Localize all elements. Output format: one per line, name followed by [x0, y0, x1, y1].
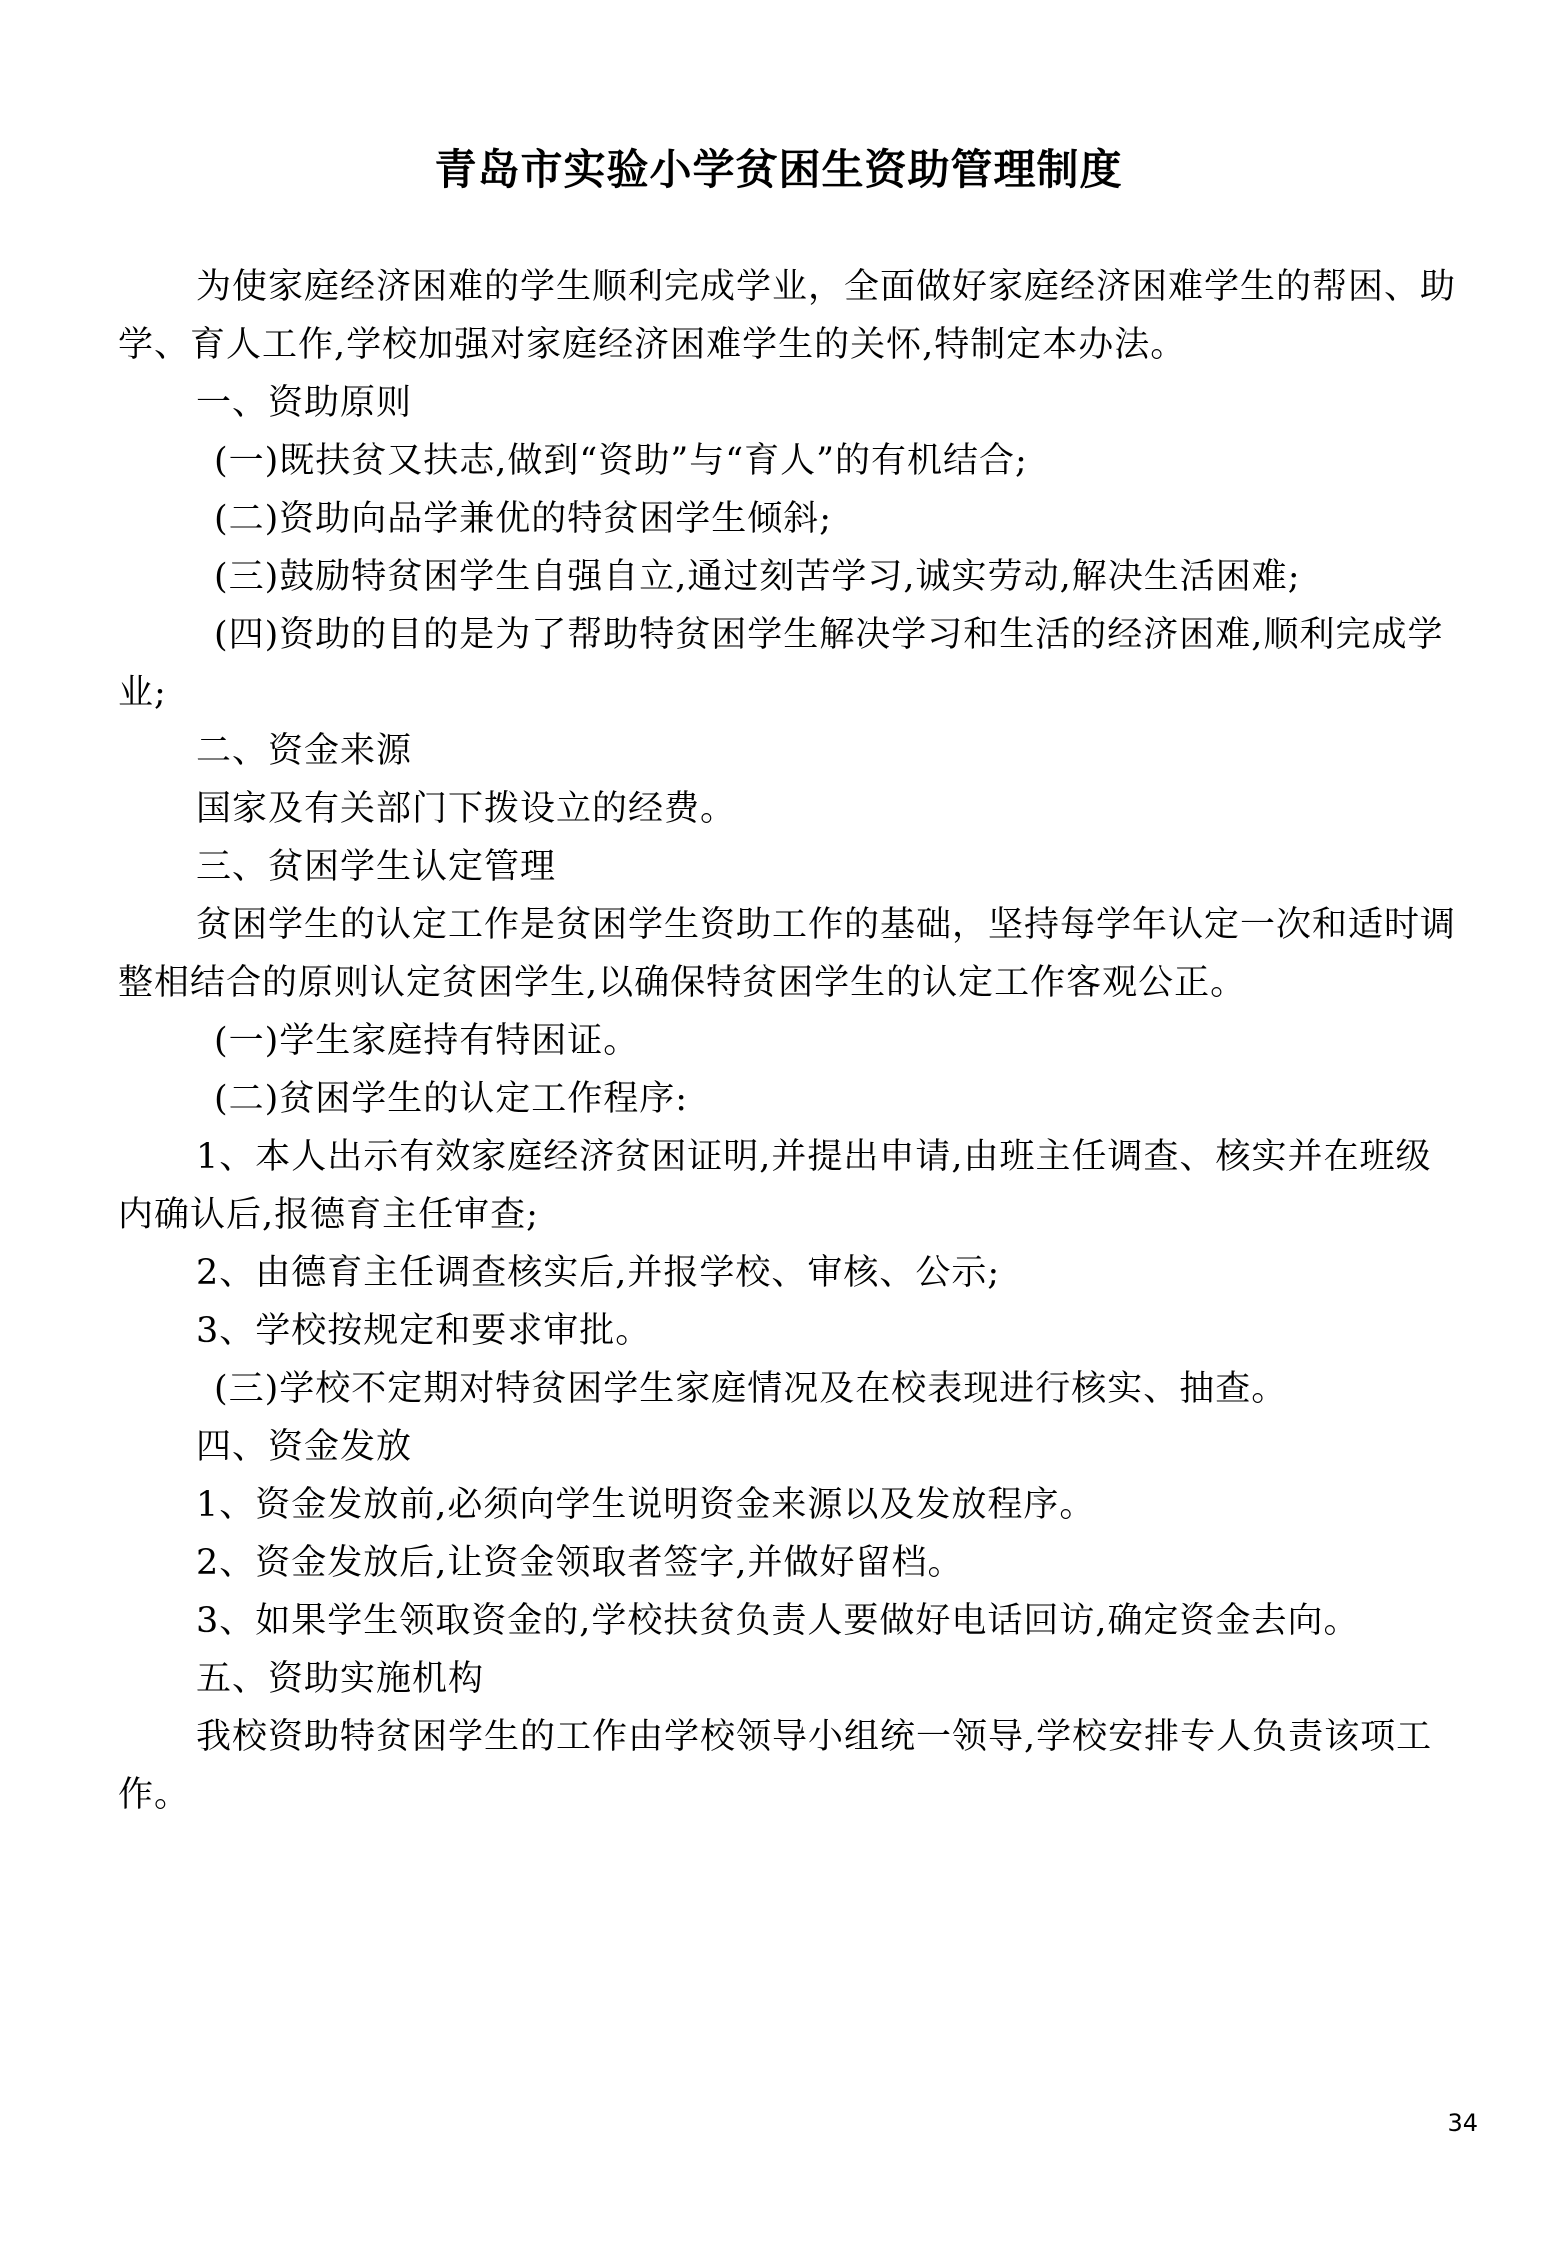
- section-heading-funding-source: 二、资金来源: [196, 731, 413, 771]
- paragraph-distribution-1: 1、资金发放前,必须向学生说明资金来源以及发放程序。: [196, 1485, 1096, 1525]
- paragraph-principle-2: (二)资助向品学兼优的特贫困学生倾斜;: [214, 499, 833, 539]
- paragraph-principle-1: (一)既扶贫又扶志,做到“资助”与“育人”的有机结合;: [214, 441, 1028, 481]
- paragraph-funding-source: 国家及有关部门下拨设立的经费。: [196, 789, 737, 829]
- paragraph-identification-1: (一)学生家庭持有特困证。: [214, 1021, 640, 1061]
- document-body: [118, 258, 1458, 1824]
- paragraph-distribution-3: 3、如果学生领取资金的,学校扶贫负责人要做好电话回访,确定资金去向。: [196, 1601, 1360, 1641]
- paragraph-procedure-2: 2、由德育主任调查核实后,并报学校、审核、公示;: [196, 1253, 1001, 1293]
- paragraph-principle-4: (四)资助的目的是为了帮助特贫困学生解决学习和生活的经济困难,顺利完成学业;: [118, 615, 1444, 713]
- paragraph-identification-basis: 贫困学生的认定工作是贫困学生资助工作的基础，坚持每学年认定一次和适时调整相结合的原则认定贫困学生,以确保特贫困学生的认定工作客观公正。: [118, 905, 1457, 1003]
- paragraph-distribution-2: 2、资金发放后,让资金领取者签字,并做好留档。: [196, 1543, 964, 1583]
- paragraph-implementation: 我校资助特贫困学生的工作由学校领导小组统一领导,学校安排专人负责该项工作。: [118, 1717, 1433, 1815]
- paragraph-identification-2: (二)贫困学生的认定工作程序:: [214, 1079, 689, 1119]
- section-heading-identification: 三、贫困学生认定管理: [196, 847, 557, 887]
- document-title: 青岛市实验小学贫困生资助管理制度: [434, 145, 1123, 194]
- paragraph-intro: 为使家庭经济困难的学生顺利完成学业，全面做好家庭经济困难学生的帮困、助学、育人工作,学校加强对家庭经济困难学生的关怀,特制定本办法。: [118, 267, 1457, 365]
- paragraph-procedure-1: 1、本人出示有效家庭经济贫困证明,并提出申请,由班主任调查、核实并在班级内确认后,报德育主任审查;: [118, 1137, 1432, 1235]
- paragraph-principle-3: (三)鼓励特贫困学生自强自立,通过刻苦学习,诚实劳动,解决生活困难;: [214, 557, 1301, 597]
- section-heading-distribution: 四、资金发放: [196, 1427, 413, 1467]
- page-number: 34: [1447, 2109, 1478, 2137]
- section-heading-principles: 一、资助原则: [196, 383, 413, 423]
- paragraph-procedure-3: 3、学校按规定和要求审批。: [196, 1311, 652, 1351]
- section-heading-implementation: 五、资助实施机构: [196, 1659, 485, 1699]
- paragraph-identification-3: (三)学校不定期对特贫困学生家庭情况及在校表现进行核实、抽查。: [214, 1369, 1288, 1409]
